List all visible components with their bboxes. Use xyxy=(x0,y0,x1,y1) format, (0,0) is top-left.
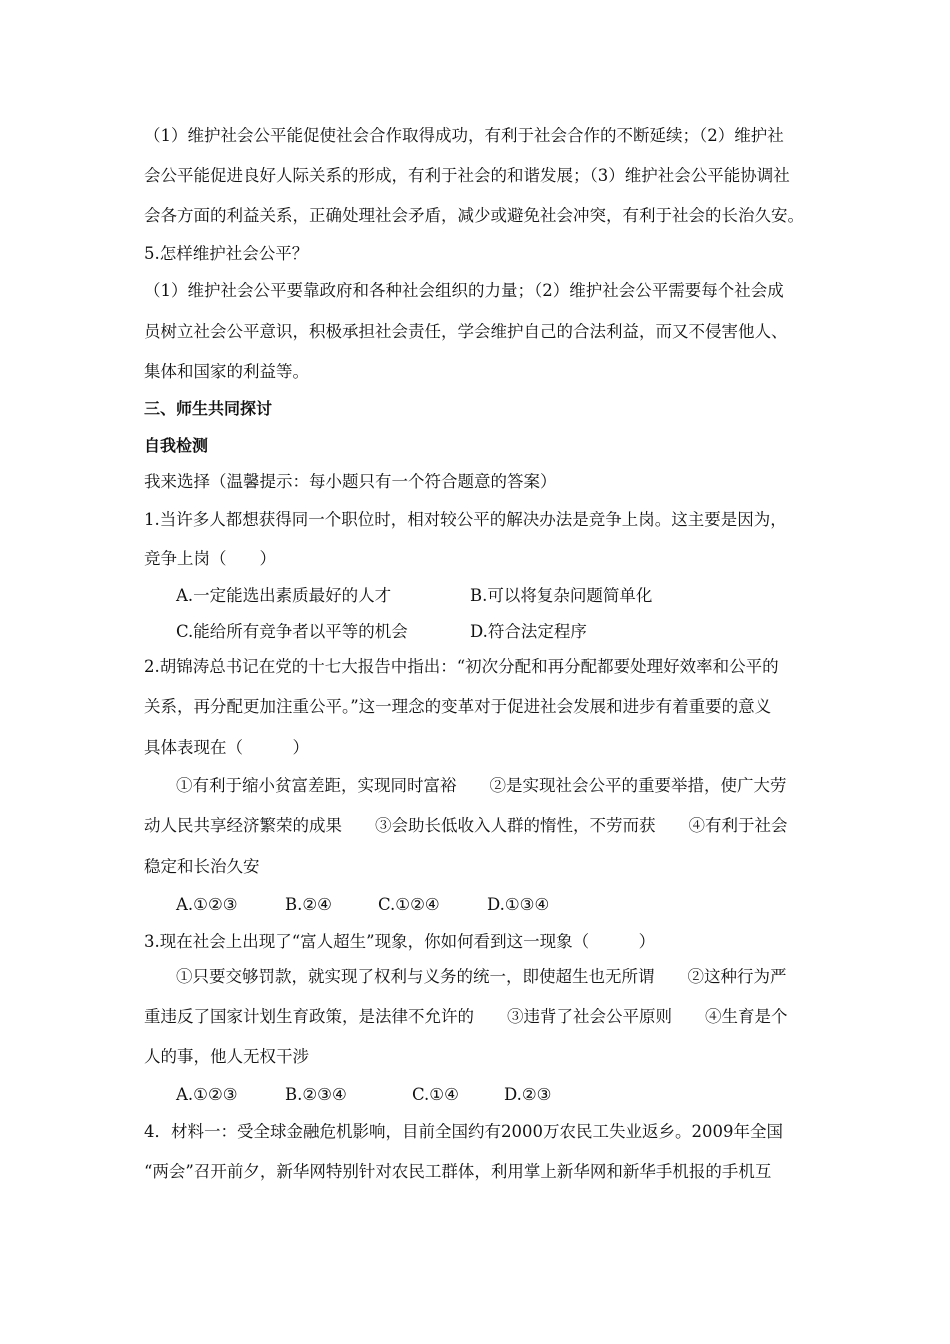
q3-option-c: C.①④ xyxy=(412,1085,459,1104)
subsection-heading: 自我检测 xyxy=(144,436,209,455)
question-2-cont: 具体表现在（ ） xyxy=(144,738,309,757)
question-4-cont: “两会”召开前夕，新华网特别针对农民工群体，利用掌上新华网和新华手机报的手机互 xyxy=(144,1162,772,1181)
text-line: 会各方面的利益关系，正确处理社会矛盾，减少或避免社会冲突，有利于社会的长治久安。 xyxy=(144,206,804,225)
q1-option-c: C.能给所有竞争者以平等的机会 xyxy=(176,622,408,641)
q3-option-b: B.②③④ xyxy=(285,1085,347,1104)
question-4: 4．材料一：受全球金融危机影响，目前全国约有2000万农民工失业返乡。2009年全国 xyxy=(144,1122,783,1141)
q3-statements-cont: 人的事，他人无权干涉 xyxy=(144,1047,309,1066)
text-line: 会公平能促进良好人际关系的形成，有利于社会的和谐发展；（3）维护社会公平能协调社 xyxy=(144,166,790,185)
q2-option-d: D.①③④ xyxy=(487,895,550,914)
q1-option-b: B.可以将复杂问题简单化 xyxy=(470,586,653,605)
q2-statements: ①有利于缩小贫富差距，实现同时富裕 ②是实现社会公平的重要举措，使广大劳 xyxy=(176,776,787,795)
text-line: 员树立社会公平意识，积极承担社会责任，学会维护自己的合法利益，而又不侵害他人、 xyxy=(144,322,788,341)
q2-option-c: C.①②④ xyxy=(378,895,440,914)
question-3: 3.现在社会上出现了“富人超生”现象，你如何看到这一现象（ ） xyxy=(144,932,656,951)
section-heading: 三、师生共同探讨 xyxy=(144,399,273,418)
q2-option-a: A.①②③ xyxy=(176,895,238,914)
question-2-cont: 关系，再分配更加注重公平。”这一理念的变革对于促进社会发展和进步有着重要的意义 xyxy=(144,697,772,716)
instruction-line: 我来选择（温馨提示：每小题只有一个符合题意的答案） xyxy=(144,472,557,491)
q3-option-d: D.②③ xyxy=(504,1085,552,1104)
q3-option-a: A.①②③ xyxy=(176,1085,238,1104)
text-line: （1）维护社会公平要靠政府和各种社会组织的力量；（2）维护社会公平需要每个社会成 xyxy=(144,281,784,300)
question-heading: 5.怎样维护社会公平？ xyxy=(144,244,309,263)
text-line: 集体和国家的利益等。 xyxy=(144,362,309,381)
q3-statements: ①只要交够罚款，就实现了权利与义务的统一，即使超生也无所谓 ②这种行为严 xyxy=(176,967,787,986)
q1-option-d: D.符合法定程序 xyxy=(470,622,587,641)
question-2: 2.胡锦涛总书记在党的十七大报告中指出：“初次分配和再分配都要处理好效率和公平的 xyxy=(144,657,779,676)
question-1-cont: 竞争上岗（ ） xyxy=(144,549,276,568)
q3-statements-cont: 重违反了国家计划生育政策，是法律不允许的 ③违背了社会公平原则 ④生育是个 xyxy=(144,1007,788,1026)
q2-statements-cont: 稳定和长治久安 xyxy=(144,857,260,876)
question-1: 1.当许多人都想获得同一个职位时，相对较公平的解决办法是竞争上岗。这主要是因为， xyxy=(144,510,787,529)
q2-option-b: B.②④ xyxy=(285,895,332,914)
text-line: （1）维护社会公平能促使社会合作取得成功，有利于社会合作的不断延续；（2）维护社 xyxy=(144,126,784,145)
q2-statements-cont: 动人民共享经济繁荣的成果 ③会助长低收入人群的惰性，不劳而获 ④有利于社会 xyxy=(144,816,788,835)
q1-option-a: A.一定能选出素质最好的人才 xyxy=(176,586,392,605)
